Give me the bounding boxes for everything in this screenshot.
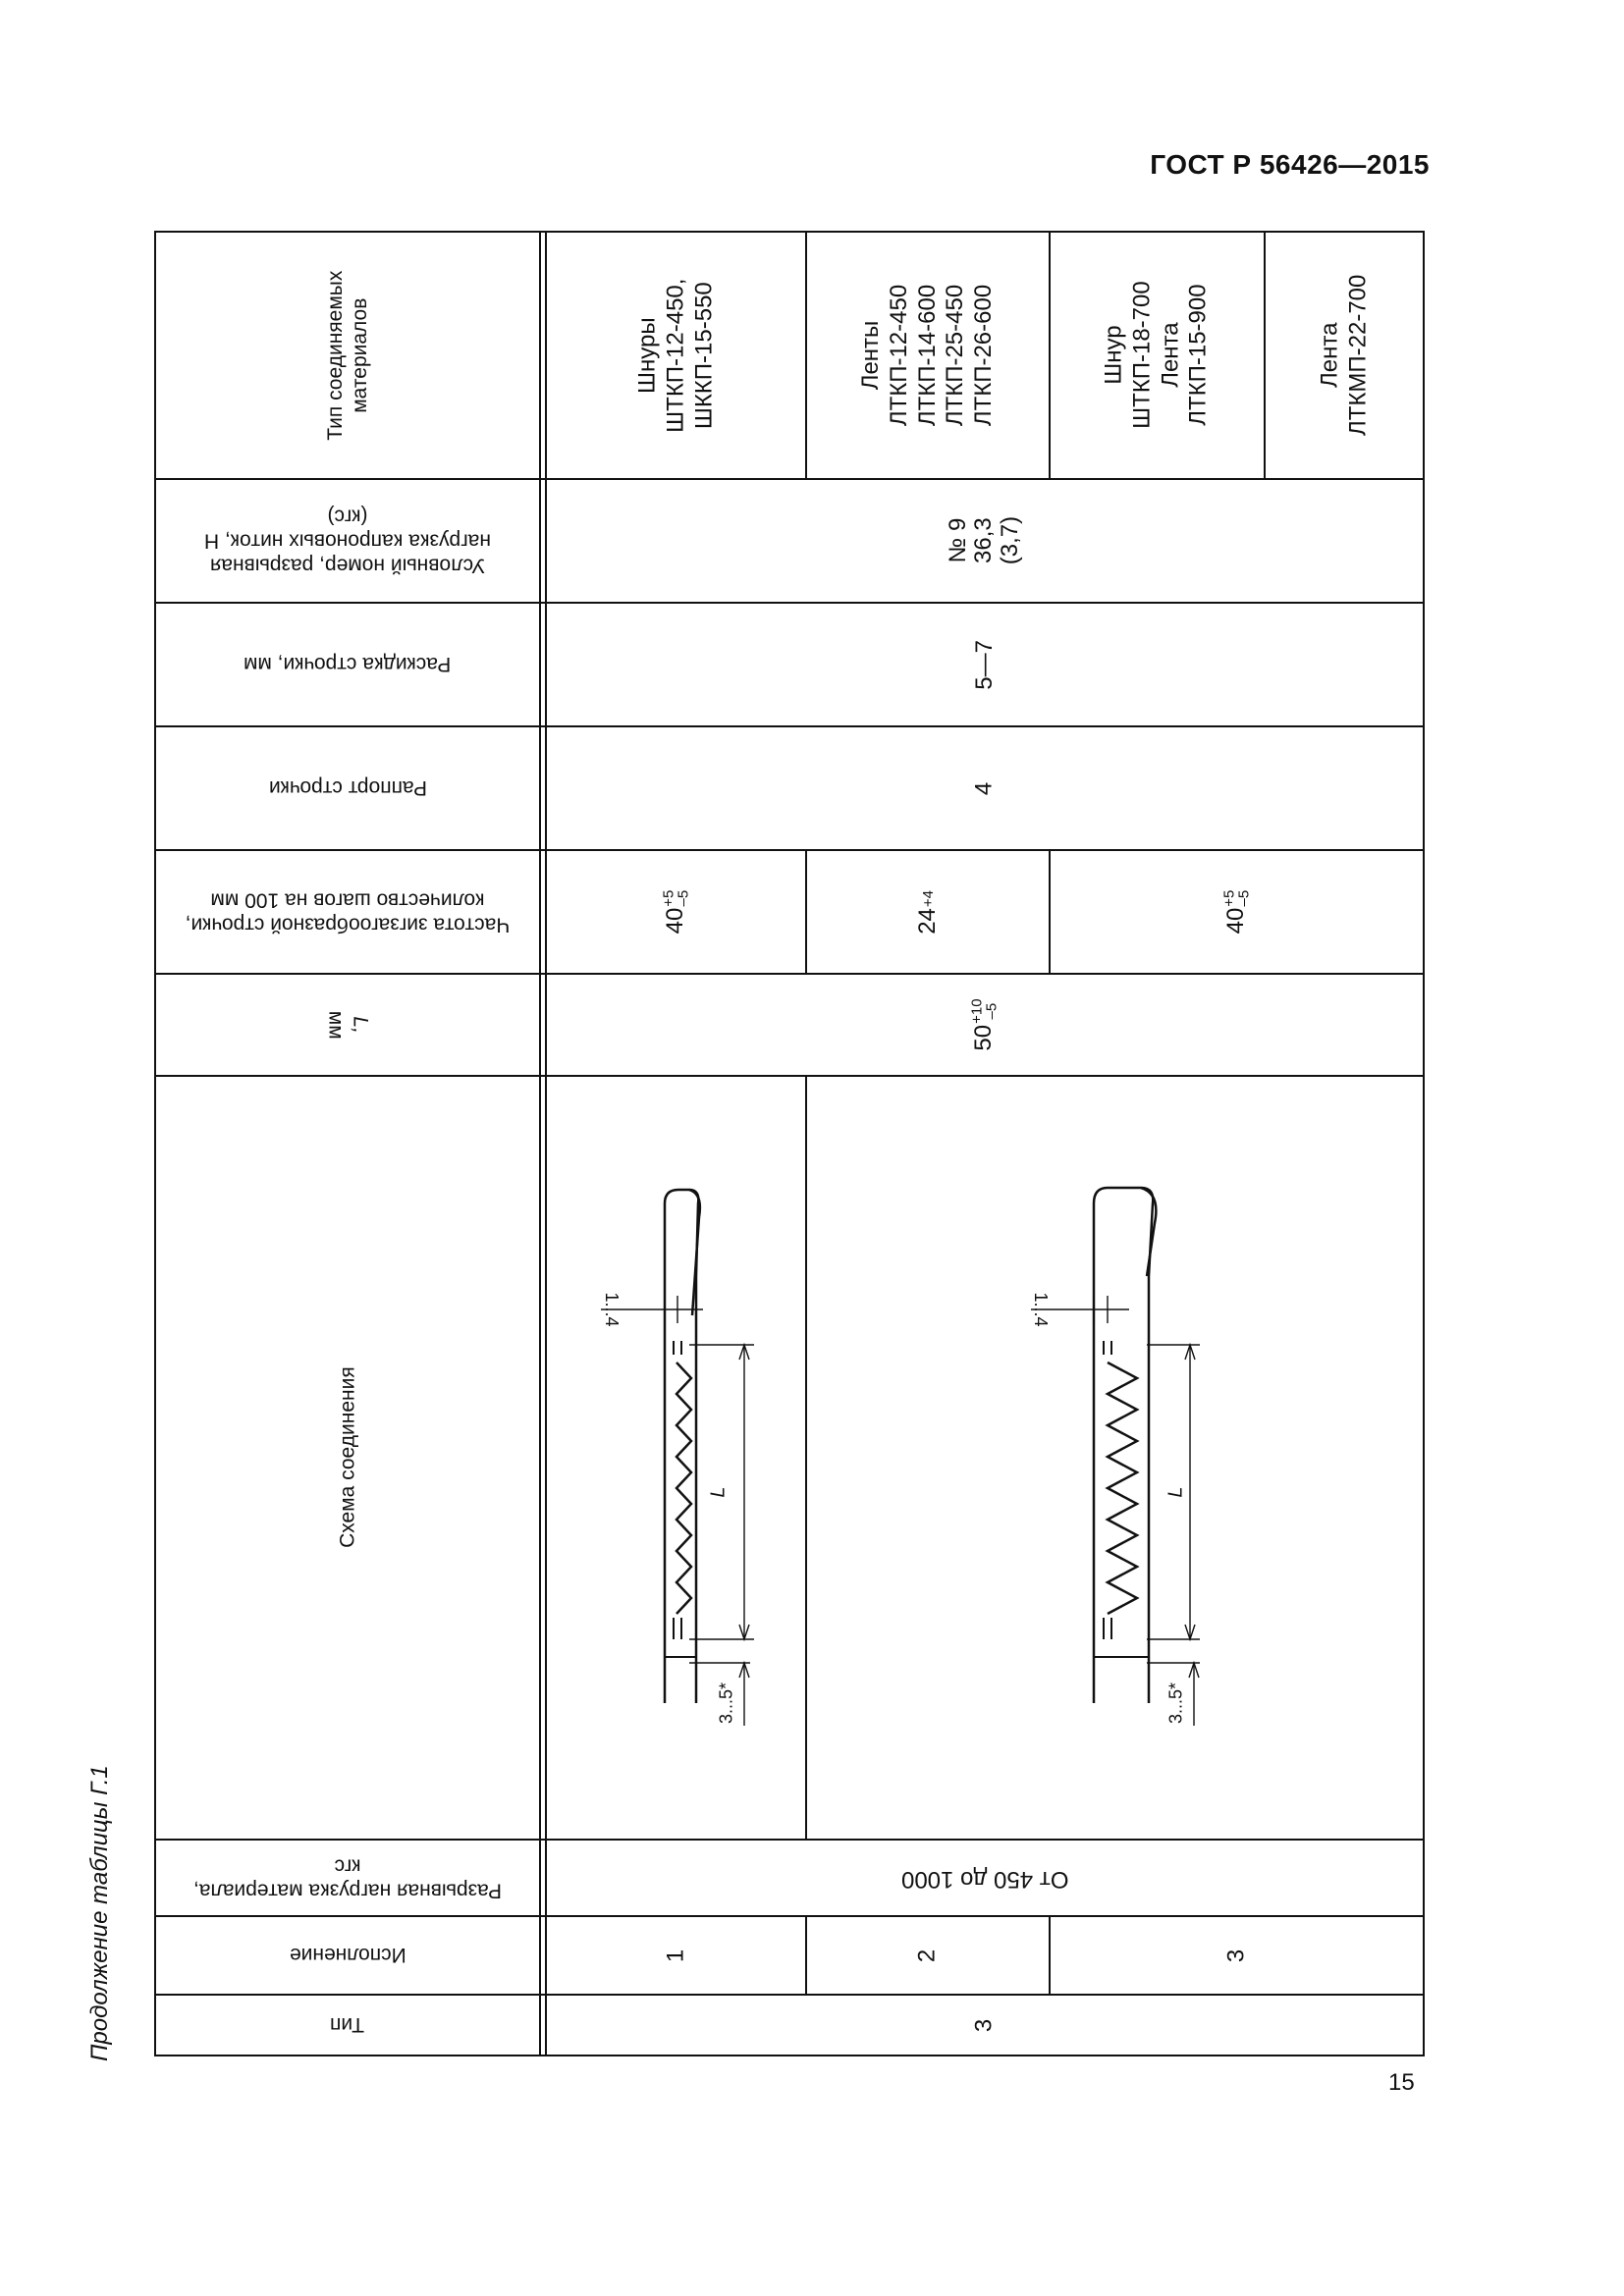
table-caption: Продолжение таблицы Г.1 bbox=[86, 1765, 113, 2061]
frequency-value-1: 40 +5 –5 bbox=[660, 889, 692, 934]
header-spread: Раскидка строчки, мм bbox=[244, 653, 452, 676]
header-frequency: Частота зигзагообразной строчки, количество шагов на 100 мм bbox=[185, 888, 511, 936]
execution-value-2: 2 bbox=[913, 1949, 941, 1962]
execution-value-1: 1 bbox=[662, 1949, 689, 1962]
frequency-value-3: 40 +5 –5 bbox=[1220, 889, 1253, 934]
header-thread: Условный номер, разрывная нагрузка капроновых ниток, Н (кгс) bbox=[204, 505, 492, 577]
material-cell-2: Ленты ЛТКП-12-450 ЛТКП-14-600 ЛТКП-25-450 ЛТКП-26-600 bbox=[857, 284, 998, 427]
length-label-2: L bbox=[1164, 1486, 1187, 1498]
joint-diagram-1 bbox=[601, 1190, 754, 1726]
header-rapport: Раппорт строчки bbox=[268, 776, 427, 800]
length-symbol: L, bbox=[349, 1016, 372, 1034]
tail-label-2: 3...5* bbox=[1165, 1682, 1186, 1725]
rapport-value: 4 bbox=[970, 781, 998, 795]
header-scheme: Схема соединения bbox=[336, 1366, 359, 1549]
page-number: 15 bbox=[1388, 2069, 1415, 2096]
length-value: 50 +10 –5 bbox=[969, 998, 1001, 1051]
material-cell-1: Шнуры ШТКП-12-450, ШККП-15-550 bbox=[633, 278, 717, 433]
execution-value-3: 3 bbox=[1222, 1949, 1250, 1962]
header-type: Тип bbox=[330, 2013, 365, 2037]
standard-number: ГОСТ Р 56426—2015 bbox=[1150, 149, 1430, 180]
header-load: Разрывная нагрузка материала, кгс bbox=[192, 1854, 503, 1902]
header-execution: Исполнение bbox=[289, 1944, 406, 1967]
frequency-value-2: 24 +4 bbox=[913, 889, 941, 934]
thread-value: № 9 36,3 (3,7) bbox=[945, 516, 1024, 565]
offset-label-1: 1...4 bbox=[602, 1292, 623, 1327]
joint-diagram-2 bbox=[1031, 1188, 1200, 1726]
material-cell-4: Лента ЛТКМП-22-700 bbox=[1316, 274, 1372, 437]
length-label-1: L bbox=[707, 1486, 730, 1498]
tail-label-1: 3...5* bbox=[716, 1682, 736, 1725]
header-length bbox=[155, 974, 540, 1076]
offset-label-2: 1...4 bbox=[1031, 1292, 1052, 1327]
spread-value: 5—7 bbox=[970, 639, 998, 690]
type-value: 3 bbox=[970, 2018, 998, 2032]
header-materials: Тип соединяемых материалов bbox=[323, 270, 371, 441]
length-unit: мм bbox=[324, 1010, 347, 1040]
material-cell-3: Шнур ШТКП-18-700 Лента ЛТКП-15-900 bbox=[1100, 281, 1213, 430]
load-value: От 450 до 1000 bbox=[900, 1865, 1069, 1893]
